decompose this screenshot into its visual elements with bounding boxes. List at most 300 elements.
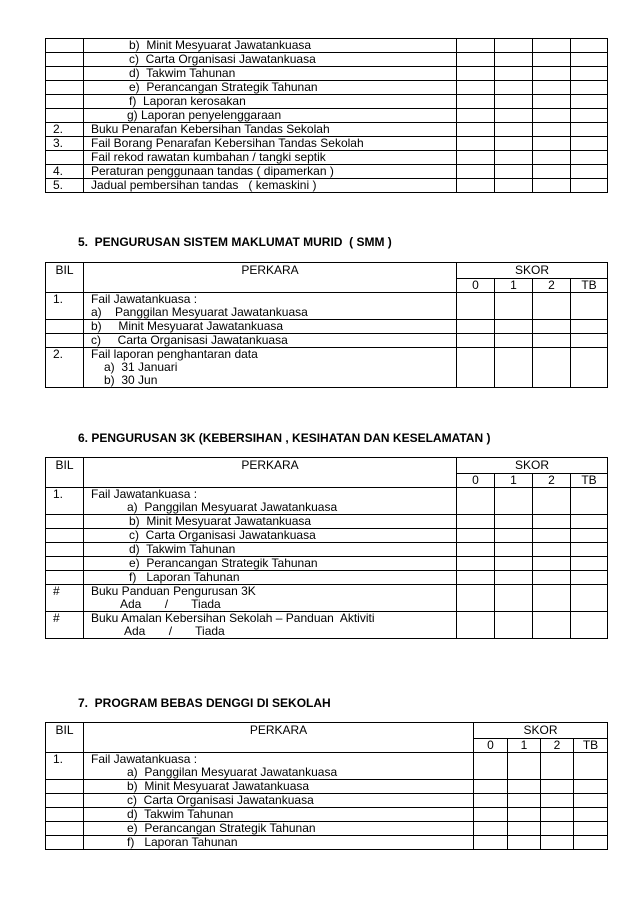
bil-number: 1. (53, 487, 64, 501)
score-cell (571, 320, 608, 334)
perkara-header-label: PERKARA (241, 458, 299, 472)
perkara-cell (84, 293, 457, 320)
perkara-header-label: PERKARA (249, 723, 308, 737)
score-cell (574, 753, 608, 780)
score-cell (541, 836, 574, 850)
bil-cell (46, 488, 84, 515)
score-cell (574, 780, 608, 794)
score-cell (495, 39, 533, 53)
score-cell (533, 334, 571, 348)
item-text: c) Carta Organisasi Jawatankuasa (129, 528, 316, 542)
bil-cell (46, 293, 84, 320)
ada-tiada-option: Ada / Tiada (124, 624, 225, 638)
item-text: Peraturan penggunaan tandas ( dipamerkan ) (91, 164, 334, 178)
bil-header-label: BIL (55, 723, 74, 737)
bil-header (46, 458, 84, 488)
table-row (46, 67, 608, 81)
bil-cell (46, 320, 84, 334)
item-text: Fail rekod rawatan kumbahan / tangki septik (91, 150, 326, 164)
bil-cell (46, 334, 84, 348)
bil-number: 1. (53, 292, 64, 306)
score-cell (457, 151, 495, 165)
table-row (46, 95, 608, 109)
skor-header (457, 263, 608, 279)
score-cell (508, 808, 541, 822)
score-cell (533, 165, 571, 179)
table-row (46, 571, 608, 585)
item-text: Fail Jawatankuasa : (91, 487, 198, 501)
score-label: 1 (510, 278, 517, 292)
table-row (46, 165, 608, 179)
score-cell (571, 334, 608, 348)
score-label: 2 (553, 738, 561, 752)
score-cell (495, 95, 533, 109)
table-row (46, 123, 608, 137)
score-cell (571, 95, 608, 109)
table-row (46, 39, 608, 53)
item-text: a) Panggilan Mesyuarat Jawatankuasa (127, 765, 338, 779)
bil-header-label: BIL (55, 458, 74, 472)
score-cell (457, 348, 495, 388)
score-cell (533, 39, 571, 53)
score-cell (533, 585, 571, 612)
score-header-0 (474, 739, 508, 753)
table-row (46, 836, 608, 850)
score-cell (571, 123, 608, 137)
score-cell (508, 780, 541, 794)
score-cell (495, 334, 533, 348)
score-cell (508, 794, 541, 808)
item-text: b) Minit Mesyuarat Jawatankuasa (91, 319, 284, 333)
score-cell (508, 836, 541, 850)
score-label: 1 (510, 473, 517, 487)
score-cell (533, 543, 571, 557)
score-cell (541, 794, 574, 808)
item-text: Jadual pembersihan tandas ( kemaskini ) (91, 178, 317, 192)
bil-cell (46, 808, 84, 822)
item-text: f) Laporan kerosakan (129, 94, 246, 108)
item-text: f) Laporan Tahunan (129, 570, 240, 584)
score-label: 0 (472, 473, 479, 487)
bil-cell (46, 543, 84, 557)
score-cell (571, 557, 608, 571)
score-cell (474, 808, 508, 822)
score-cell (457, 529, 495, 543)
score-header-tb (571, 474, 608, 488)
score-cell (574, 822, 608, 836)
score-cell (571, 81, 608, 95)
score-cell (457, 81, 495, 95)
score-label: TB (581, 278, 597, 292)
score-cell (495, 515, 533, 529)
score-cell (495, 612, 533, 639)
bil-cell (46, 794, 84, 808)
score-header-tb (574, 739, 608, 753)
header-row (46, 263, 608, 279)
skor-header-label: SKOR (523, 723, 558, 737)
bil-cell (46, 123, 84, 137)
score-cell (508, 822, 541, 836)
score-cell (533, 109, 571, 123)
score-cell (495, 488, 533, 515)
perkara-cell (84, 334, 457, 348)
score-cell (533, 348, 571, 388)
score-label: 0 (487, 738, 494, 752)
perkara-cell (84, 137, 457, 151)
item-text: d) Takwim Tahunan (127, 807, 234, 821)
score-cell (457, 293, 495, 320)
score-cell (457, 165, 495, 179)
score-label: TB (582, 738, 599, 752)
score-cell (457, 543, 495, 557)
table-row (46, 151, 608, 165)
score-cell (571, 571, 608, 585)
header-row (46, 458, 608, 474)
table-row (46, 585, 608, 612)
item-text: d) Takwim Tahunan (129, 66, 236, 80)
bil-number: 3. (53, 136, 64, 150)
score-cell (495, 293, 533, 320)
score-cell (457, 53, 495, 67)
score-cell (495, 571, 533, 585)
bil-cell (46, 53, 84, 67)
score-cell (457, 123, 495, 137)
perkara-cell (84, 822, 474, 836)
item-text: Buku Amalan Kebersihan Sekolah – Panduan Aktiviti (91, 611, 375, 625)
score-cell (495, 320, 533, 334)
score-cell (533, 81, 571, 95)
perkara-cell (84, 543, 457, 557)
item-text: Buku Panduan Pengurusan 3K (91, 584, 256, 598)
section-heading: 6. PENGURUSAN 3K (KEBERSIHAN , KESIHATAN DAN KESELAMATAN ) (78, 431, 491, 445)
score-header-0 (457, 474, 495, 488)
bil-cell (46, 95, 84, 109)
score-cell (571, 165, 608, 179)
score-cell (457, 585, 495, 612)
perkara-cell (84, 794, 474, 808)
perkara-cell (84, 39, 457, 53)
score-header-1 (508, 739, 541, 753)
item-text: b) Minit Mesyuarat Jawatankuasa (129, 514, 312, 528)
perkara-cell (84, 165, 457, 179)
bil-number: 2. (53, 347, 64, 361)
item-text: a) Panggilan Mesyuarat Jawatankuasa (127, 500, 338, 514)
score-header-1 (495, 474, 533, 488)
score-cell (571, 543, 608, 557)
section-heading: 7. PROGRAM BEBAS DENGGI DI SEKOLAH (78, 696, 331, 710)
item-text: c) Carta Organisasi Jawatankuasa (127, 793, 314, 807)
score-cell (571, 109, 608, 123)
score-cell (457, 515, 495, 529)
skor-header (474, 723, 608, 739)
bil-cell (46, 67, 84, 81)
score-cell (533, 293, 571, 320)
score-cell (541, 780, 574, 794)
score-cell (571, 612, 608, 639)
score-cell (574, 794, 608, 808)
perkara-header (84, 458, 457, 488)
score-cell (571, 67, 608, 81)
perkara-cell (84, 585, 457, 612)
perkara-cell (84, 53, 457, 67)
perkara-cell (84, 515, 457, 529)
perkara-header (84, 723, 474, 753)
bil-cell (46, 109, 84, 123)
score-cell (457, 557, 495, 571)
score-label: 0 (472, 278, 479, 292)
perkara-header (84, 263, 457, 293)
bil-cell (46, 515, 84, 529)
perkara-cell (84, 179, 457, 193)
score-cell (571, 529, 608, 543)
score-cell (474, 780, 508, 794)
skor-header-label: SKOR (515, 263, 550, 277)
score-cell (457, 95, 495, 109)
bil-cell (46, 179, 84, 193)
bil-cell (46, 780, 84, 794)
score-cell (495, 179, 533, 193)
score-cell (495, 529, 533, 543)
item-text: g) Laporan penyelenggaraan (127, 108, 282, 122)
item-text: f) Laporan Tahunan (127, 835, 238, 849)
bil-cell (46, 137, 84, 151)
score-cell (457, 334, 495, 348)
score-cell (533, 151, 571, 165)
score-header-2 (533, 279, 571, 293)
score-cell (533, 179, 571, 193)
score-cell (495, 109, 533, 123)
score-cell (457, 67, 495, 81)
perkara-cell (84, 571, 457, 585)
bil-cell (46, 557, 84, 571)
score-cell (495, 557, 533, 571)
score-cell (457, 39, 495, 53)
perkara-cell (84, 780, 474, 794)
score-label: 2 (548, 473, 555, 487)
score-cell (457, 320, 495, 334)
score-cell (533, 571, 571, 585)
table-row (46, 753, 608, 780)
header-row (46, 723, 608, 739)
score-cell (495, 67, 533, 81)
score-cell (533, 529, 571, 543)
score-cell (474, 753, 508, 780)
score-cell (571, 585, 608, 612)
score-cell (495, 348, 533, 388)
bil-header (46, 263, 84, 293)
score-cell (533, 67, 571, 81)
score-cell (457, 488, 495, 515)
checklist-table-continued (45, 38, 608, 193)
score-cell (495, 81, 533, 95)
score-label: 1 (520, 738, 528, 752)
table-row (46, 109, 608, 123)
score-cell (495, 123, 533, 137)
ada-tiada-option: Ada / Tiada (120, 597, 221, 611)
table-row (46, 612, 608, 639)
score-cell (495, 53, 533, 67)
item-text: d) Takwim Tahunan (129, 542, 236, 556)
item-text: c) Carta Organisasi Jawatankuasa (129, 52, 316, 66)
table-row (46, 557, 608, 571)
score-cell (574, 808, 608, 822)
score-cell (571, 515, 608, 529)
score-cell (457, 571, 495, 585)
item-text: Buku Penarafan Kebersihan Tandas Sekolah (91, 122, 330, 136)
score-cell (474, 822, 508, 836)
table-row (46, 53, 608, 67)
score-label: TB (581, 473, 597, 487)
perkara-cell (84, 557, 457, 571)
score-cell (541, 822, 574, 836)
score-cell (495, 137, 533, 151)
perkara-cell (84, 808, 474, 822)
item-text: b) Minit Mesyuarat Jawatankuasa (129, 38, 312, 52)
score-cell (571, 39, 608, 53)
score-cell (508, 753, 541, 780)
bil-number: 4. (53, 164, 64, 178)
bil-cell (46, 529, 84, 543)
score-cell (533, 137, 571, 151)
score-cell (571, 53, 608, 67)
score-cell (457, 137, 495, 151)
score-cell (533, 488, 571, 515)
table-row (46, 320, 608, 334)
score-cell (495, 585, 533, 612)
score-cell (571, 151, 608, 165)
bil-number: # (53, 584, 60, 598)
score-cell (533, 123, 571, 137)
perkara-cell (84, 753, 474, 780)
score-cell (474, 836, 508, 850)
bil-number: 1. (53, 752, 64, 766)
score-header-2 (533, 474, 571, 488)
perkara-cell (84, 320, 457, 334)
score-cell (533, 53, 571, 67)
score-cell (533, 515, 571, 529)
item-text: e) Perancangan Strategik Tahunan (129, 80, 318, 94)
score-header-2 (541, 739, 574, 753)
bil-cell (46, 585, 84, 612)
table-row (46, 488, 608, 515)
score-cell (533, 320, 571, 334)
item-text: Fail laporan penghantaran data (91, 347, 258, 361)
score-cell (533, 95, 571, 109)
bil-cell (46, 753, 84, 780)
table-row (46, 179, 608, 193)
perkara-cell (84, 529, 457, 543)
perkara-cell (84, 836, 474, 850)
bil-number: # (53, 611, 60, 625)
item-text: e) Perancangan Strategik Tahunan (127, 821, 316, 835)
item-text: Fail Borang Penarafan Kebersihan Tandas Sekolah (91, 136, 364, 150)
bil-cell (46, 151, 84, 165)
checklist-table-smm (45, 262, 608, 388)
score-cell (474, 794, 508, 808)
bil-cell (46, 348, 84, 388)
score-cell (495, 151, 533, 165)
table-row (46, 348, 608, 388)
table-row (46, 529, 608, 543)
perkara-cell (84, 123, 457, 137)
item-text: Fail Jawatankuasa : (91, 752, 198, 766)
bil-cell (46, 81, 84, 95)
score-cell (571, 293, 608, 320)
bil-header (46, 723, 84, 753)
item-text: b) 30 Jun (104, 373, 158, 387)
score-cell (541, 808, 574, 822)
item-text: c) Carta Organisasi Jawatankuasa (91, 333, 288, 347)
table-row (46, 780, 608, 794)
bil-cell (46, 836, 84, 850)
score-cell (495, 165, 533, 179)
score-cell (574, 836, 608, 850)
score-cell (571, 137, 608, 151)
item-text: b) Minit Mesyuarat Jawatankuasa (127, 779, 310, 793)
bil-number: 2. (53, 122, 64, 136)
table-row (46, 293, 608, 320)
table-row (46, 808, 608, 822)
score-cell (533, 557, 571, 571)
table-row (46, 515, 608, 529)
skor-header-label: SKOR (515, 458, 550, 472)
score-cell (571, 488, 608, 515)
perkara-header-label: PERKARA (241, 263, 299, 277)
table-row (46, 137, 608, 151)
score-cell (533, 612, 571, 639)
table-row (46, 822, 608, 836)
checklist-table-3k (45, 457, 608, 639)
bil-cell (46, 571, 84, 585)
perkara-cell (84, 95, 457, 109)
perkara-cell (84, 348, 457, 388)
perkara-cell (84, 151, 457, 165)
table-row (46, 543, 608, 557)
perkara-cell (84, 612, 457, 639)
perkara-cell (84, 488, 457, 515)
bil-cell (46, 822, 84, 836)
perkara-cell (84, 67, 457, 81)
score-header-tb (571, 279, 608, 293)
skor-header (457, 458, 608, 474)
score-cell (457, 109, 495, 123)
score-cell (495, 543, 533, 557)
score-cell (541, 753, 574, 780)
score-cell (457, 612, 495, 639)
score-cell (457, 179, 495, 193)
perkara-cell (84, 81, 457, 95)
item-text: e) Perancangan Strategik Tahunan (129, 556, 318, 570)
bil-cell (46, 39, 84, 53)
score-header-1 (495, 279, 533, 293)
section-heading: 5. PENGURUSAN SISTEM MAKLUMAT MURID ( SMM ) (78, 235, 392, 249)
table-row (46, 81, 608, 95)
bil-header-label: BIL (55, 263, 74, 277)
perkara-cell (84, 109, 457, 123)
score-cell (571, 348, 608, 388)
score-header-0 (457, 279, 495, 293)
score-cell (571, 179, 608, 193)
item-text: Fail Jawatankuasa : (91, 292, 198, 306)
table-row (46, 334, 608, 348)
bil-cell (46, 612, 84, 639)
checklist-table-denggi (45, 722, 608, 850)
bil-cell (46, 165, 84, 179)
table-row (46, 794, 608, 808)
item-text: a) 31 Januari (104, 360, 178, 374)
score-label: 2 (548, 278, 555, 292)
bil-number: 5. (53, 178, 64, 192)
